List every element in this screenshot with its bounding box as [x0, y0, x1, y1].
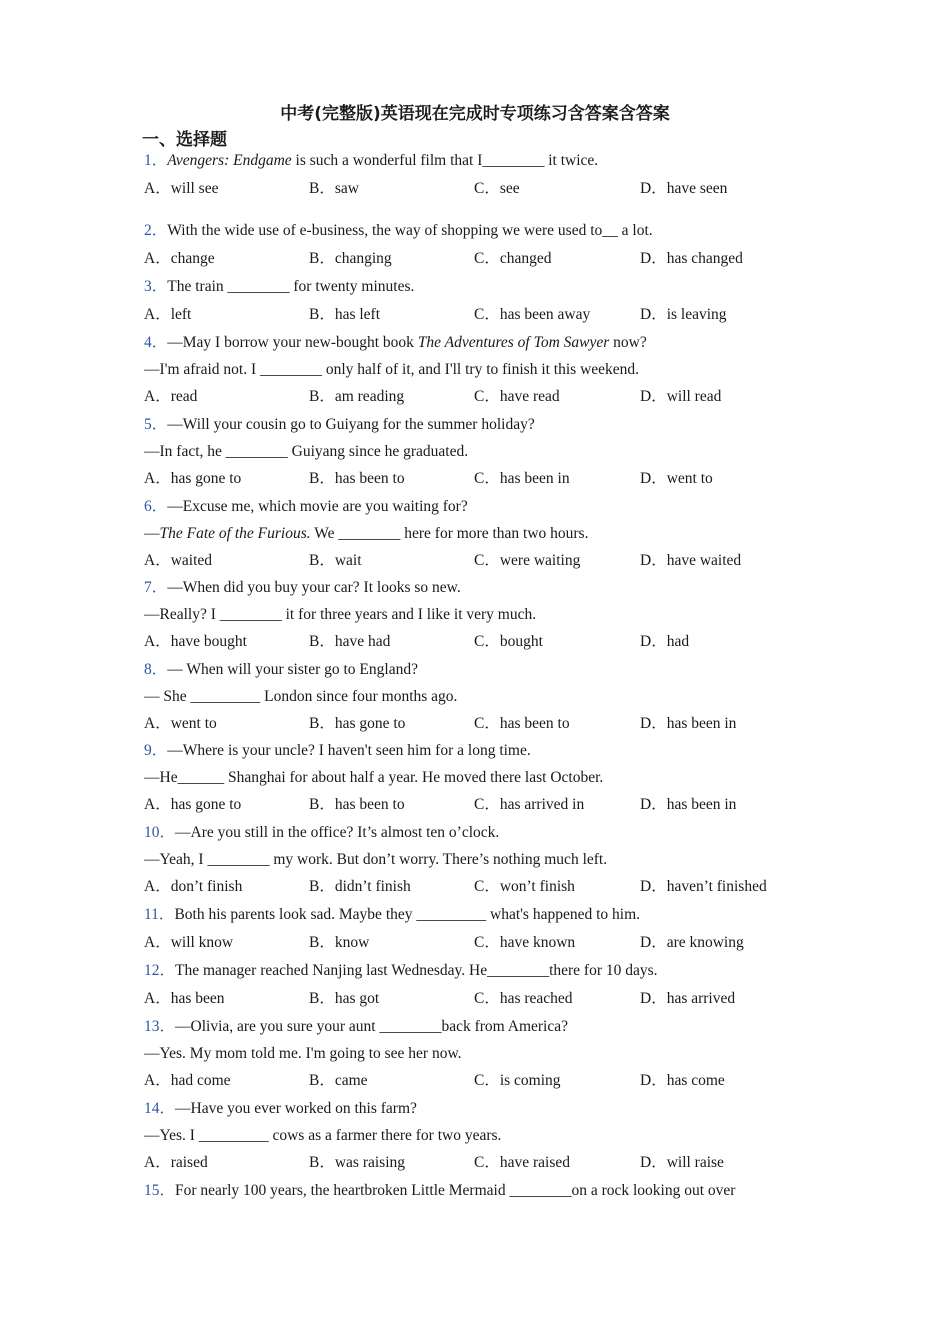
answer-option[interactable]: A．has gone to [144, 796, 242, 813]
question-number: 12． [144, 962, 176, 979]
italic-title-text: Avengers: Endgame [167, 152, 292, 169]
question-stem [144, 578, 461, 598]
options-row [144, 469, 844, 489]
answer-option[interactable]: C．has been to [474, 715, 570, 732]
question-number: 9． [144, 742, 168, 759]
answer-option[interactable]: D．will read [640, 388, 722, 405]
answer-option[interactable]: D．is leaving [640, 306, 727, 323]
question-text: —Olivia, are you sure your aunt ________back from America? [175, 1018, 568, 1035]
question-number: 3． [144, 278, 168, 295]
answer-option[interactable]: D．has been in [640, 796, 737, 813]
options-row [144, 714, 844, 734]
question-text: —May I borrow your new-bought book [167, 334, 418, 351]
options-row [144, 387, 844, 407]
answer-option[interactable]: C．were waiting [474, 552, 581, 569]
answer-option[interactable]: B．wait [309, 552, 362, 569]
question-text: — She _________ London since four months ago. [144, 688, 458, 705]
question-number: 10． [144, 824, 176, 841]
question-text: now? [609, 334, 647, 351]
answer-option[interactable]: C．has been in [474, 470, 570, 487]
question-text: — [144, 525, 160, 542]
question-text: With the wide use of e-business, the way of shopping we were used to__ a lot. [167, 222, 653, 239]
answer-option[interactable]: B．has left [309, 306, 381, 323]
question-number: 5． [144, 416, 168, 433]
answer-option[interactable]: B．didn’t finish [309, 878, 411, 895]
answer-option[interactable]: D．haven’t finished [640, 878, 767, 895]
question-text: Both his parents look sad. Maybe they _________ what's happened to him. [174, 906, 641, 923]
question-stem [144, 151, 598, 171]
answer-option[interactable]: B．am reading [309, 388, 405, 405]
answer-option[interactable]: C．have known [474, 934, 576, 951]
question-stem [144, 1099, 417, 1119]
dialogue-line [144, 850, 607, 870]
answer-option[interactable]: C．won’t finish [474, 878, 575, 895]
answer-option[interactable]: A．raised [144, 1154, 208, 1171]
answer-option[interactable]: D．had [640, 633, 690, 650]
page-title: 中考(完整版)英语现在完成时专项练习含答案含答案 [280, 104, 670, 124]
answer-option[interactable]: A．has gone to [144, 470, 242, 487]
answer-option[interactable]: B．has been to [309, 796, 405, 813]
question-text: —When did you buy your car? It looks so new. [167, 579, 461, 596]
question-text: —In fact, he ________ Guiyang since he graduated. [144, 443, 469, 460]
question-text: —Are you still in the office? It’s almost ten o’clock. [175, 824, 500, 841]
options-row [144, 179, 844, 199]
options-row [144, 877, 844, 897]
italic-title-text: The Fate of the Furious. [159, 525, 311, 542]
answer-option[interactable]: A．read [144, 388, 198, 405]
question-stem [144, 1181, 735, 1201]
options-row [144, 1071, 844, 1091]
answer-option[interactable]: D．have seen [640, 180, 728, 197]
question-text: —Excuse me, which movie are you waiting for? [167, 498, 468, 515]
answer-option[interactable]: A．had come [144, 1072, 231, 1089]
answer-option[interactable]: B．was raising [309, 1154, 406, 1171]
answer-option[interactable]: B．came [309, 1072, 368, 1089]
answer-option[interactable]: B．have had [309, 633, 391, 650]
answer-option[interactable]: D．has been in [640, 715, 737, 732]
question-text: —Yeah, I ________ my work. But don’t worry. There’s nothing much left. [144, 851, 608, 868]
answer-option[interactable]: D．will raise [640, 1154, 724, 1171]
question-number: 4． [144, 334, 168, 351]
dialogue-line [144, 360, 639, 380]
options-row [144, 305, 844, 325]
section-heading: 一、选择题 [142, 130, 227, 150]
answer-option[interactable]: A．change [144, 250, 215, 267]
answer-option[interactable]: C．has reached [474, 990, 573, 1007]
question-stem [144, 823, 499, 843]
answer-option[interactable]: A．waited [144, 552, 213, 569]
question-stem [144, 415, 535, 435]
question-stem [144, 497, 468, 517]
options-row [144, 989, 844, 1009]
question-text: is such a wonderful film that I________ it twice. [291, 152, 599, 169]
question-text: We ________ here for more than two hours. [310, 525, 589, 542]
question-stem [144, 1017, 568, 1037]
question-text: — When will your sister go to England? [167, 661, 418, 678]
dialogue-line [144, 442, 468, 462]
question-number: 8． [144, 661, 168, 678]
answer-option[interactable]: C．is coming [474, 1072, 561, 1089]
answer-option[interactable]: B．has gone to [309, 715, 406, 732]
options-row [144, 551, 844, 571]
question-stem [144, 961, 658, 981]
question-text: —Have you ever worked on this farm? [175, 1100, 417, 1117]
question-number: 1． [144, 152, 168, 169]
question-text: —Yes. I _________ cows as a farmer there for two years. [144, 1127, 502, 1144]
answer-option[interactable]: C．have raised [474, 1154, 570, 1171]
answer-option[interactable]: D．have waited [640, 552, 742, 569]
question-text: The train ________ for twenty minutes. [167, 278, 415, 295]
options-row [144, 795, 844, 815]
answer-option[interactable]: B．changing [309, 250, 392, 267]
dialogue-line [144, 605, 536, 625]
answer-option[interactable]: A．has been [144, 990, 225, 1007]
question-text: For nearly 100 years, the heartbroken Little Mermaid ________on a rock looking out over [175, 1182, 736, 1199]
answer-option[interactable]: B．know [309, 934, 370, 951]
answer-option[interactable]: A．will see [144, 180, 219, 197]
question-text: —He______ Shanghai for about half a year. He moved there last October. [144, 769, 604, 786]
answer-option[interactable]: D．has changed [640, 250, 743, 267]
answer-option[interactable]: D．went to [640, 470, 713, 487]
options-row [144, 249, 844, 269]
question-number: 6． [144, 498, 168, 515]
answer-option[interactable]: B．has got [309, 990, 380, 1007]
question-text: —Yes. My mom told me. I'm going to see her now. [144, 1045, 462, 1062]
question-number: 15． [144, 1182, 176, 1199]
question-stem [144, 905, 640, 925]
question-stem [144, 277, 414, 297]
dialogue-line [144, 687, 457, 707]
answer-option[interactable]: D．has come [640, 1072, 725, 1089]
question-stem [144, 333, 647, 353]
options-row [144, 632, 844, 652]
answer-option[interactable]: A．don’t finish [144, 878, 243, 895]
answer-option[interactable]: A．left [144, 306, 192, 323]
dialogue-line [144, 1044, 462, 1064]
question-text: The manager reached Nanjing last Wednesday. He________there for 10 days. [175, 962, 658, 979]
answer-option[interactable]: C．have read [474, 388, 560, 405]
answer-option[interactable]: C．has arrived in [474, 796, 585, 813]
question-number: 14． [144, 1100, 176, 1117]
question-number: 2． [144, 222, 168, 239]
answer-option[interactable]: D．has arrived [640, 990, 736, 1007]
answer-option[interactable]: A．have bought [144, 633, 247, 650]
answer-option[interactable]: C．see [474, 180, 520, 197]
answer-option[interactable]: D．are knowing [640, 934, 744, 951]
question-number: 11． [144, 906, 175, 923]
answer-option[interactable]: C．bought [474, 633, 543, 650]
question-stem [144, 221, 653, 241]
answer-option[interactable]: A．will know [144, 934, 234, 951]
answer-option[interactable]: B．saw [309, 180, 359, 197]
question-number: 13． [144, 1018, 176, 1035]
answer-option[interactable]: C．has been away [474, 306, 591, 323]
options-row [144, 933, 844, 953]
question-text: —Will your cousin go to Guiyang for the summer holiday? [167, 416, 535, 433]
dialogue-line [144, 768, 603, 788]
dialogue-line [144, 1126, 501, 1146]
question-stem [144, 660, 418, 680]
question-text: —Really? I ________ it for three years and I like it very much. [144, 606, 537, 623]
question-stem [144, 741, 531, 761]
dialogue-line [144, 524, 588, 544]
answer-option[interactable]: B．has been to [309, 470, 405, 487]
question-text: —Where is your uncle? I haven't seen him for a long time. [167, 742, 531, 759]
question-text: —I'm afraid not. I ________ only half of it, and I'll try to finish it this weekend. [144, 361, 640, 378]
answer-option[interactable]: A．went to [144, 715, 217, 732]
question-number: 7． [144, 579, 168, 596]
answer-option[interactable]: C．changed [474, 250, 552, 267]
options-row [144, 1153, 844, 1173]
italic-title-text: The Adventures of Tom Sawyer [417, 334, 610, 351]
